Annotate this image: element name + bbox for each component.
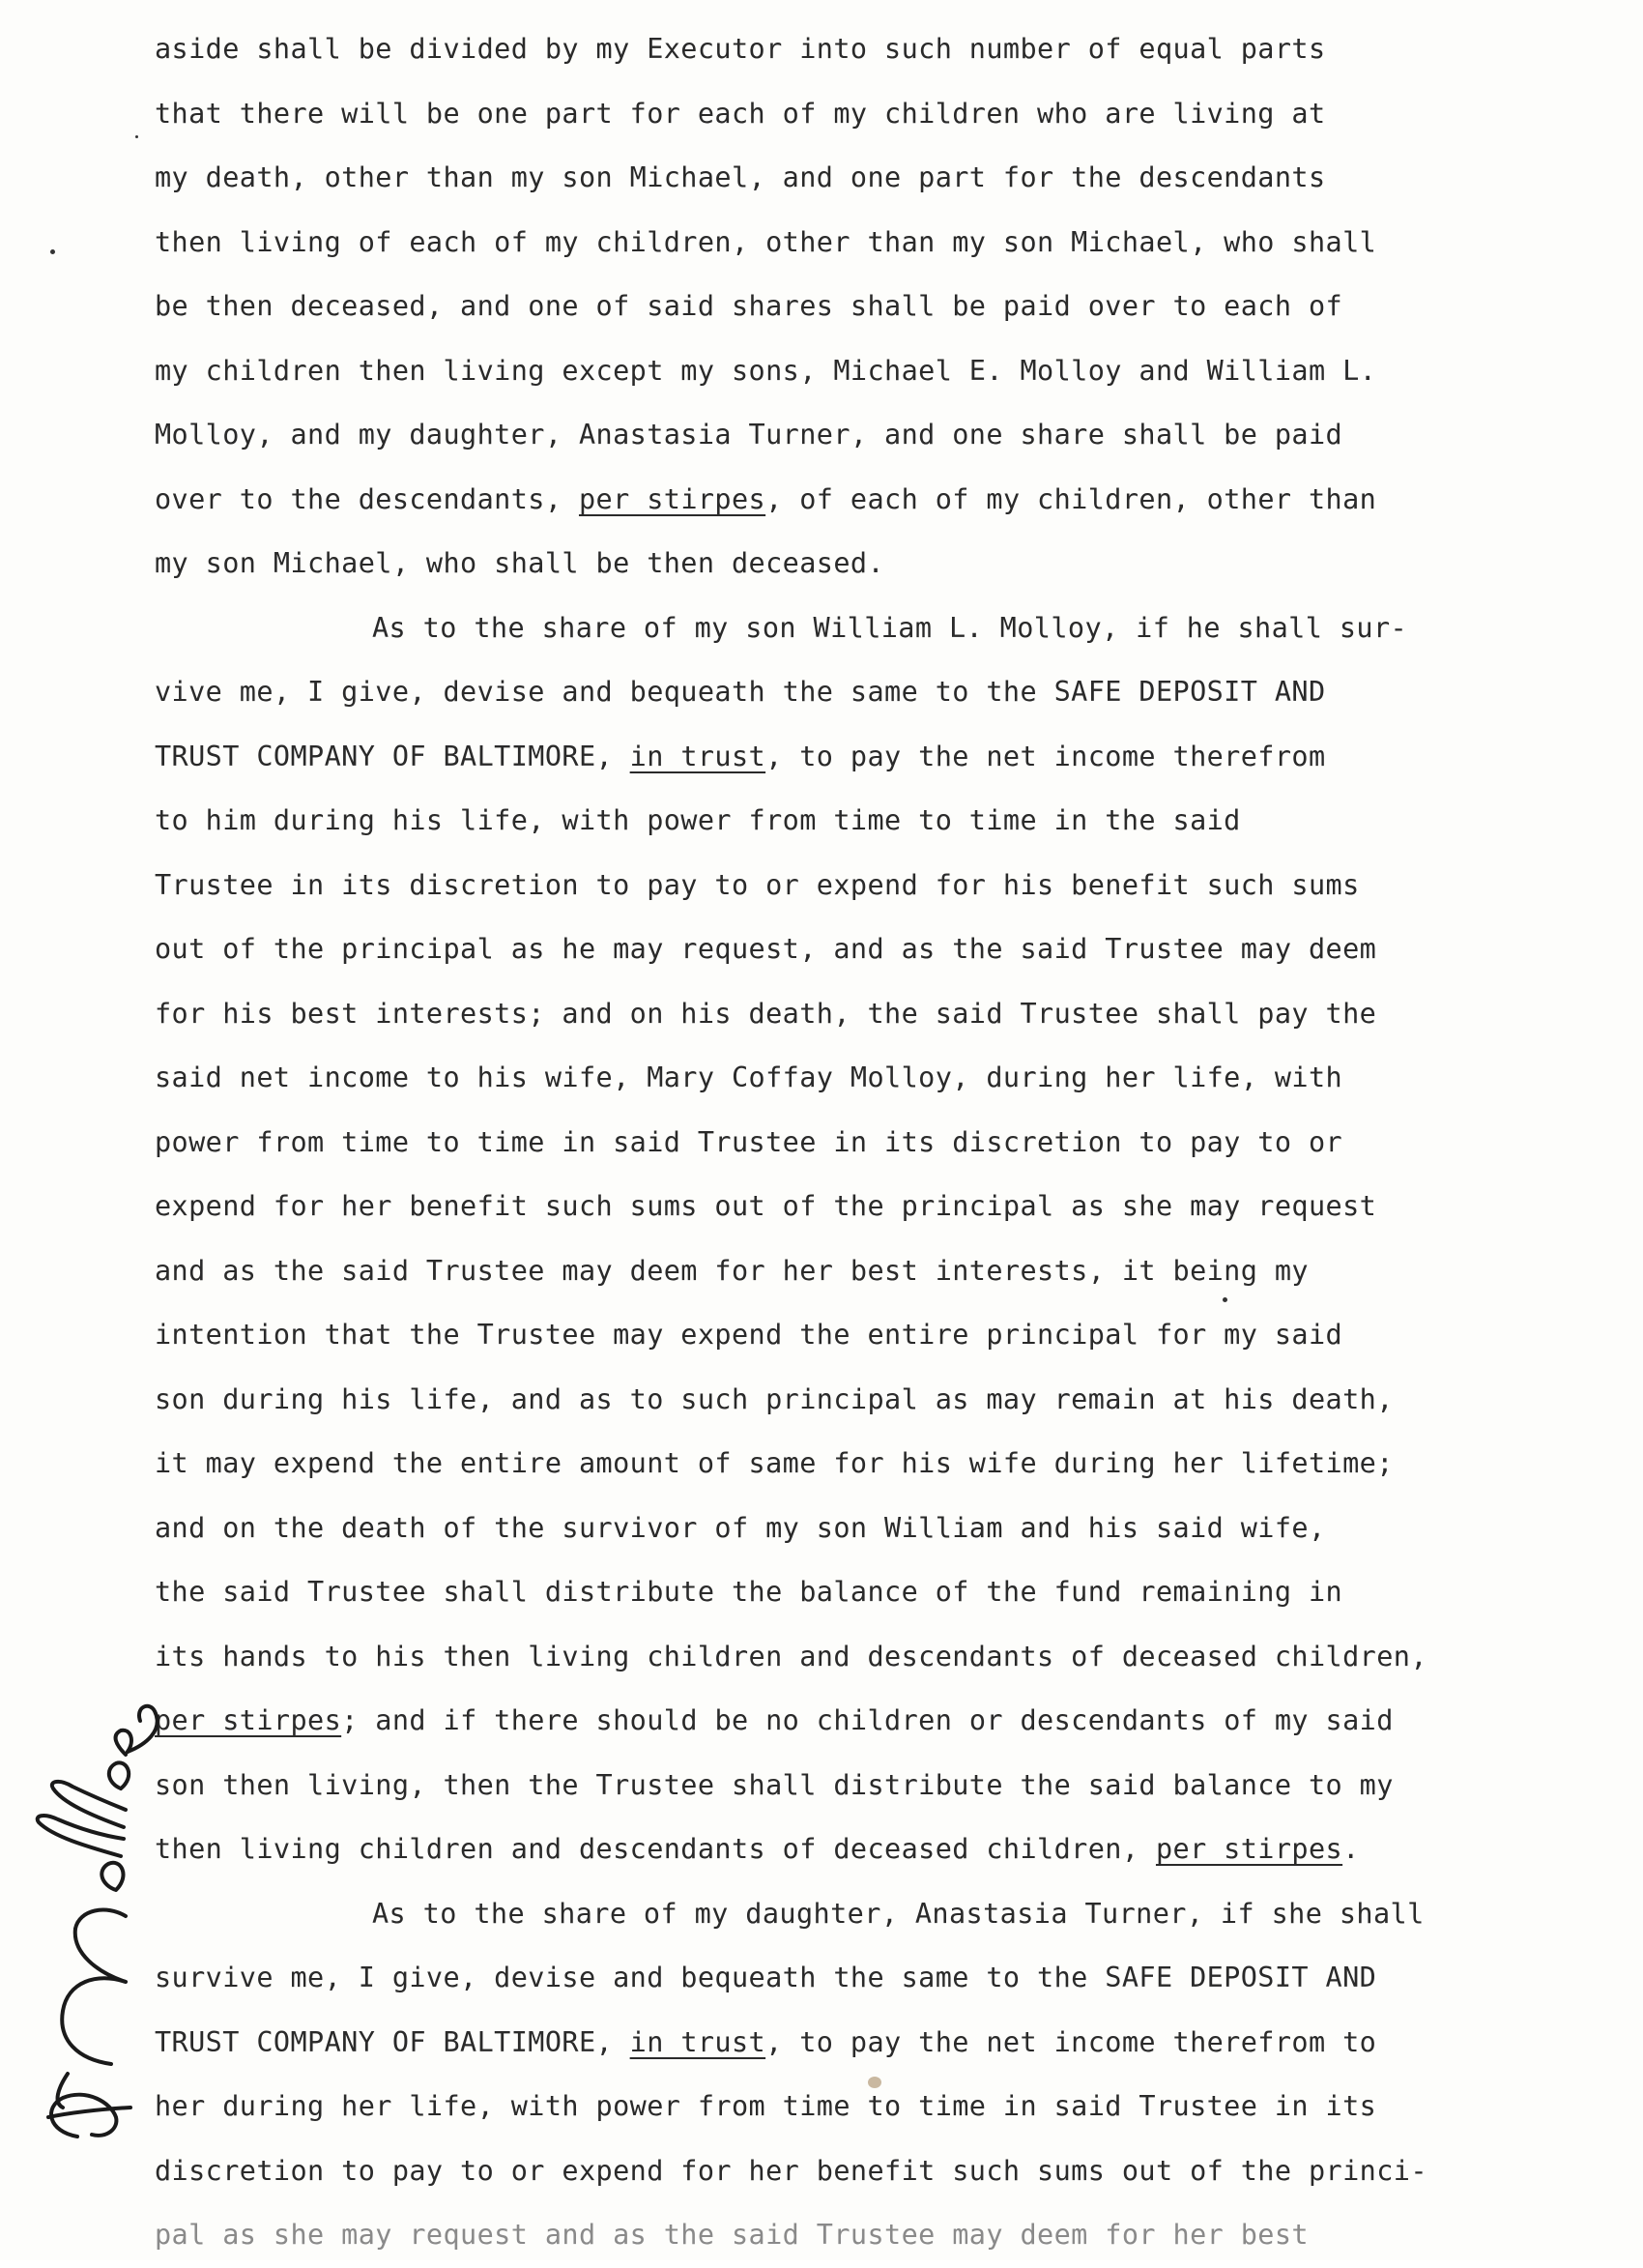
underlined-phrase: in trust [629, 740, 766, 772]
text-line [155, 1946, 1585, 2011]
text-segment: then living of each of my children, other than my son Michael, who shall [155, 225, 1377, 258]
text-line [155, 403, 1585, 468]
handwritten-signature [19, 1692, 174, 2146]
text-line [155, 211, 1585, 276]
text-segment: my children then living except my sons, Michael E. Molloy and William L. [155, 354, 1377, 387]
text-segment: and on the death of the survivor of my son William and his said wife, [155, 1511, 1326, 1544]
text-segment: intention that the Trustee may expend the entire principal for my said [155, 1319, 1343, 1351]
text-line [155, 1175, 1585, 1239]
text-line [155, 1689, 1585, 1754]
text-segment: over to the descendants, [155, 482, 579, 515]
text-segment: my death, other than my son Michael, and one part for the descendants [155, 161, 1326, 193]
underlined-phrase: per stirpes [578, 482, 766, 515]
typed-text-body [155, 17, 1585, 2268]
text-segment: survive me, I give, devise and bequeath the same to the SAFE DEPOSIT AND [155, 1962, 1377, 1993]
ink-speck [1223, 1297, 1227, 1302]
text-line [155, 339, 1585, 404]
underlined-phrase: in trust [629, 2025, 766, 2058]
text-segment: TRUST COMPANY OF BALTIMORE, [155, 740, 630, 772]
text-segment: . [1342, 1833, 1360, 1865]
text-segment: expend for her benefit such sums out of the principal as she may request [155, 1190, 1377, 1222]
text-line [155, 2139, 1585, 2204]
text-line [155, 82, 1585, 147]
text-line [155, 275, 1585, 339]
text-line [155, 1497, 1585, 1561]
text-segment: Molloy, and my daughter, Anastasia Turner, and one share shall be paid [155, 419, 1343, 451]
text-segment: for his best interests; and on his death, the said Trustee shall pay the [155, 997, 1377, 1030]
text-line [155, 854, 1585, 918]
text-line [155, 468, 1585, 533]
text-segment: , of each of my children, other than [765, 482, 1377, 515]
text-segment: vive me, I give, devise and bequeath the same to the SAFE DEPOSIT AND [155, 676, 1326, 708]
text-segment: and as the said Trustee may deem for her best interests, it being my [155, 1254, 1309, 1287]
ink-speck [135, 135, 138, 138]
text-segment: As to the share of my daughter, Anastasia Turner, if she shall [372, 1897, 1425, 1930]
text-segment: out of the principal as he may request, and as the said Trustee may deem [155, 933, 1377, 965]
text-line [155, 532, 1585, 596]
text-line [155, 1754, 1585, 1818]
text-segment: TRUST COMPANY OF BALTIMORE, [155, 2025, 630, 2058]
text-segment: my son Michael, who shall be then deceased. [155, 547, 885, 579]
text-line [155, 1882, 1585, 1947]
text-segment: its hands to his then living children and descendants of deceased children, [155, 1640, 1427, 1672]
text-line [155, 17, 1585, 82]
text-segment: power from time to time in said Trustee in its discretion to pay to or [155, 1125, 1343, 1158]
text-segment: discretion to pay to or expend for her benefit such sums out of the princi- [155, 2154, 1427, 2187]
underlined-phrase: per stirpes [1155, 1833, 1343, 1865]
text-line [155, 146, 1585, 211]
underlined-phrase: per stirpes [155, 1704, 342, 1736]
text-line [155, 725, 1585, 790]
text-segment: aside shall be divided by my Executor into such number of equal parts [155, 33, 1326, 65]
text-segment: ; and if there should be no children or descendants of my said [341, 1704, 1394, 1736]
text-segment: said net income to his wife, Mary Coffay Molloy, during her life, with [155, 1061, 1343, 1093]
text-segment: it may expend the entire amount of same for his wife during her lifetime; [155, 1447, 1394, 1479]
ink-speck [50, 249, 55, 254]
text-line [155, 789, 1585, 854]
text-segment: then living children and descendants of deceased children, [155, 1833, 1156, 1865]
text-line [155, 1368, 1585, 1433]
text-line [155, 660, 1585, 725]
text-line [155, 596, 1585, 661]
text-line [155, 1560, 1585, 1625]
text-segment: son then living, then the Trustee shall distribute the said balance to my [155, 1768, 1394, 1801]
text-segment: , to pay the net income therefrom to [765, 2025, 1377, 2058]
text-line [155, 1432, 1585, 1497]
text-line [155, 1111, 1585, 1176]
text-segment: son during his life, and as to such principal as may remain at his death, [155, 1382, 1394, 1415]
text-segment: be then deceased, and one of said shares shall be paid over to each of [155, 290, 1343, 322]
text-segment: the said Trustee shall distribute the balance of the fund remaining in [155, 1576, 1343, 1608]
text-line [155, 982, 1585, 1047]
text-segment: to him during his life, with power from time to time in the said [155, 804, 1241, 836]
text-line [155, 1239, 1585, 1304]
text-line [155, 2011, 1585, 2076]
text-line [155, 1303, 1585, 1368]
text-segment: her during her life, with power from time to time in said Trustee in its [155, 2090, 1377, 2122]
text-line [155, 1625, 1585, 1690]
text-line [155, 917, 1585, 982]
text-segment: that there will be one part for each of my children who are living at [155, 97, 1326, 130]
text-segment: Trustee in its discretion to pay to or expend for his benefit such sums [155, 868, 1360, 901]
paper-stain [868, 2077, 881, 2088]
text-segment: As to the share of my son William L. Molloy, if he shall sur- [372, 611, 1408, 644]
text-line [155, 1046, 1585, 1111]
text-line [155, 1817, 1585, 1882]
text-line [155, 2203, 1585, 2268]
text-segment: pal as she may request and as the said Trustee may deem for her best [155, 2219, 1309, 2251]
text-segment: , to pay the net income therefrom [765, 740, 1326, 772]
